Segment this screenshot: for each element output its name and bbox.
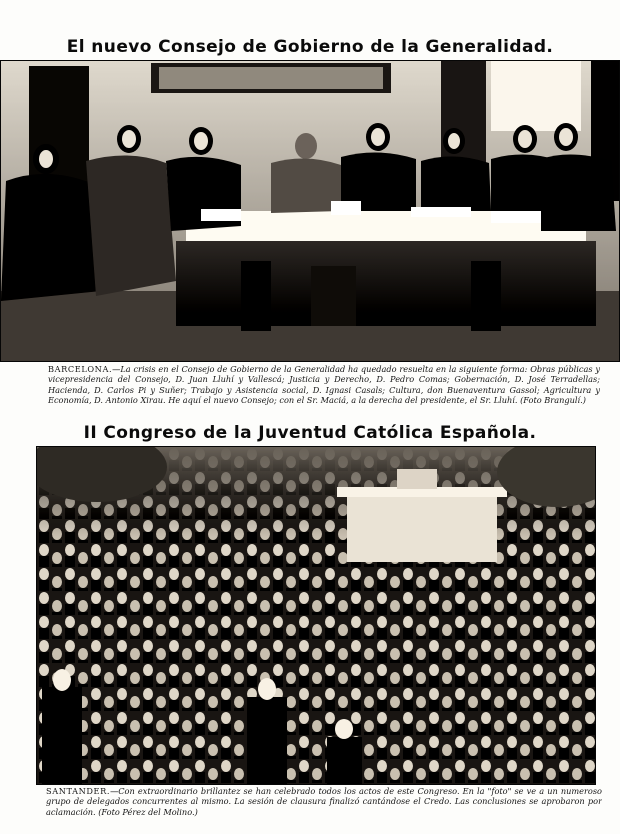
congress-photo [36, 446, 596, 785]
caption-lead-barcelona: BARCELONA. [48, 364, 113, 374]
congress-photo-caption [46, 786, 602, 830]
council-photo-caption [48, 364, 600, 416]
council-photo [0, 60, 620, 362]
headline-congreso: II Congreso de la Juventud Católica Española. [83, 423, 537, 443]
caption-lead-santander: SANTANDER. [46, 786, 111, 796]
congress-photo-image [37, 447, 595, 784]
headline-consejo: El nuevo Consejo de Gobierno de la Generalidad. [66, 37, 554, 57]
council-photo-image [1, 61, 619, 361]
caption-text-santander: —Con extraordinario brillantez se han celebrado todos los actos de este Congreso. En la "foto" se ve a un numeroso grupo de delegados concurrentes al mismo. La sesión de clausura finalizó cantándose el Credo. Las conclusiones se aprobaron por aclamación. (Foto Pérez del Molino.) [46, 786, 602, 817]
caption-text-barcelona: —La crisis en el Consejo de Gobierno de la Generalidad ha quedado resuelta en la siguiente forma: Obras públicas y vicepresidencia del Consejo, D. Juan Lluhí y Vallescá; Justicia y Derecho, D. Pedro Comas; Gobernación, D. José Terradellas; Hacienda, D. Carlos Pi y Suñer; Trabajo y Asistencia social, D. Ignasi Casals; Cultura, don Buenaventura Gassol; Agricultura y Economía, D. Antonio Xirau. He aquí el nuevo Consejo; con el Sr. Maciá, a la derecha del presidente, el Sr. Lluhí. (Foto Brangulí.) [48, 364, 600, 406]
